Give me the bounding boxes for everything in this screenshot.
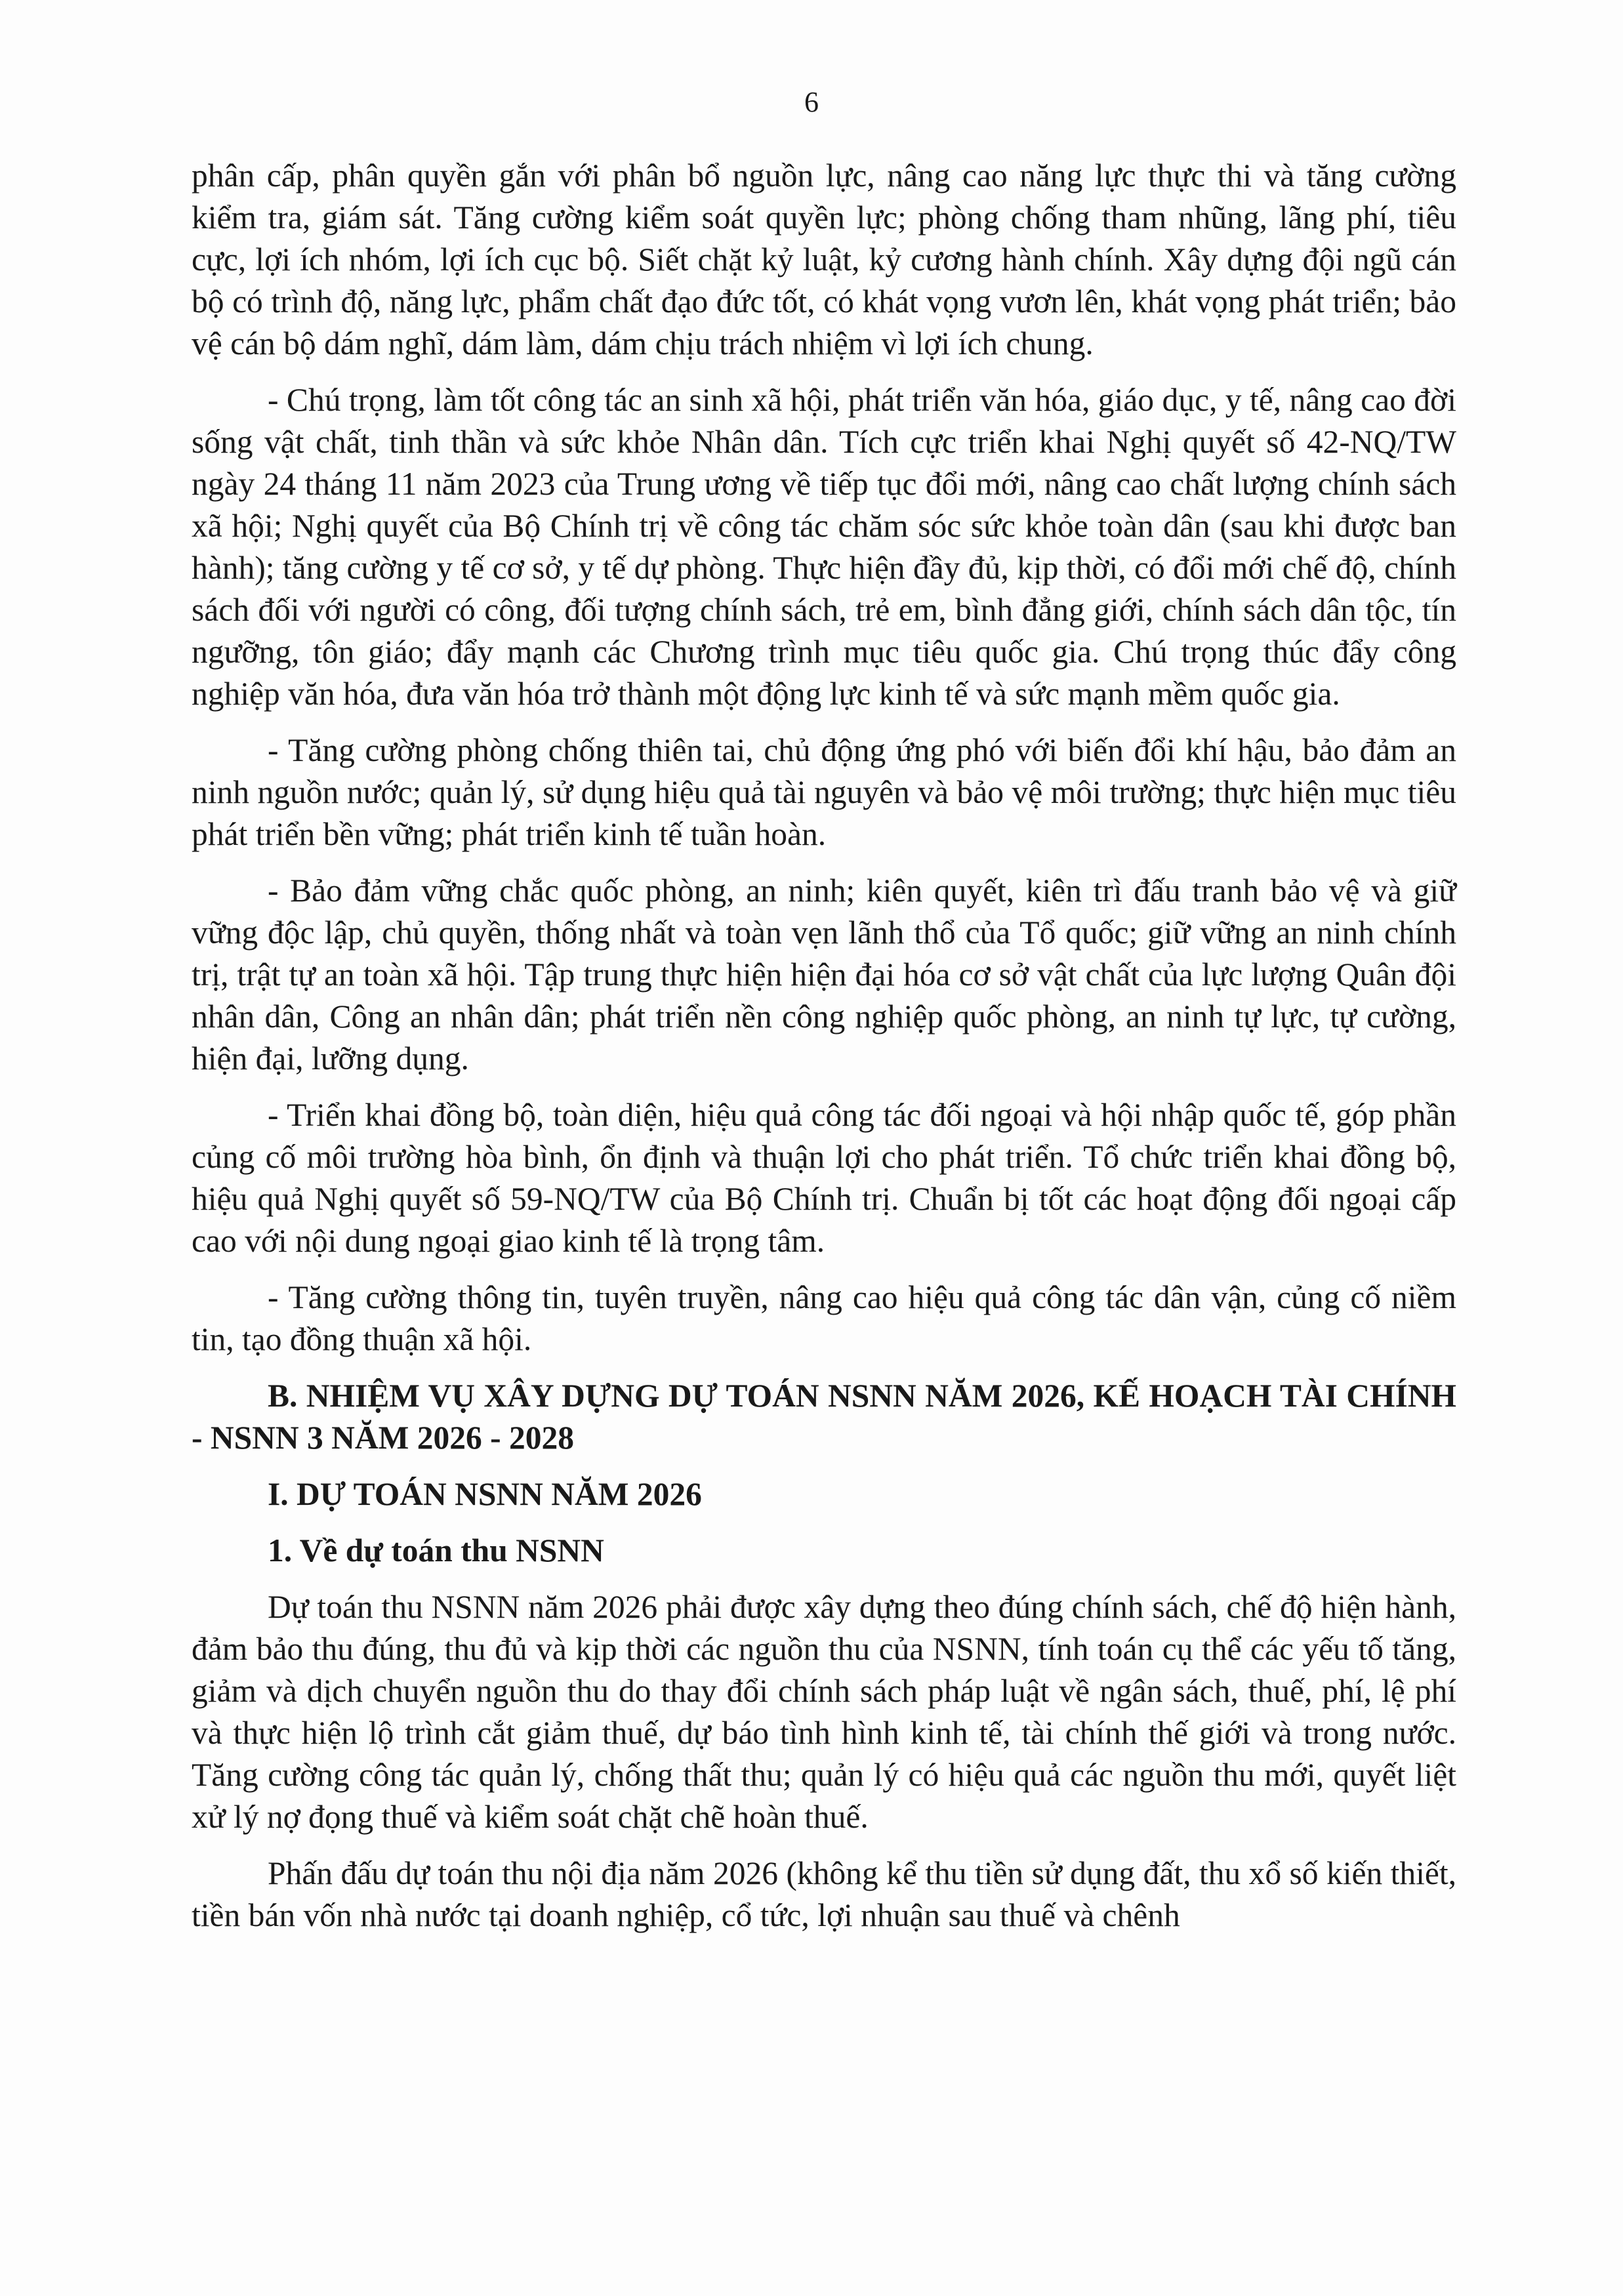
paragraph-disaster-prevention: - Tăng cường phòng chống thiên tai, chủ động ứng phó với biến đổi khí hậu, bảo đảm an ninh nguồn nước; quản lý, sử dụng hiệu quả tài nguyên và bảo vệ môi trường; thực hiện mục tiêu phát triển bền vững; phát triển kinh tế tuần hoàn. — [192, 732, 1456, 852]
paragraph-continuation: phân cấp, phân quyền gắn với phân bổ nguồn lực, nâng cao năng lực thực thi và tăng cường kiểm tra, giám sát. Tăng cường kiểm soát quyền lực; phòng chống tham nhũng, lãng phí, tiêu cực, lợi ích nhóm, lợi ích cục bộ. Siết chặt kỷ luật, kỷ cương hành chính. Xây dựng đội ngũ cán bộ có trình độ, năng lực, phẩm chất đạo đức tốt, có khát vọng vươn lên, khát vọng phát triển; bảo vệ cán bộ dám nghĩ, dám làm, dám chịu trách nhiệm vì lợi ích chung. — [192, 157, 1456, 361]
paragraph-defense-security: - Bảo đảm vững chắc quốc phòng, an ninh; kiên quyết, kiên trì đấu tranh bảo vệ và giữ vững độc lập, chủ quyền, thống nhất và toàn vẹn lãnh thổ của Tổ quốc; giữ vững an ninh chính trị, trật tự an toàn xã hội. Tập trung thực hiện hiện đại hóa cơ sở vật chất của lực lượng Quân đội nhân dân, Công an nhân dân; phát triển nền công nghiệp quốc phòng, an ninh tự lực, tự cường, hiện đại, lưỡng dụng. — [192, 872, 1456, 1076]
paragraph-social-welfare: - Chú trọng, làm tốt công tác an sinh xã hội, phát triển văn hóa, giáo dục, y tế, nâng cao đời sống vật chất, tinh thần và sức khỏe Nhân dân. Tích cực triển khai Nghị quyết số 42-NQ/TW ngày 24 tháng 11 năm 2023 của Trung ương về tiếp tục đổi mới, nâng cao chất lượng chính sách xã hội; Nghị quyết của Bộ Chính trị về công tác chăm sóc sức khỏe toàn dân (sau khi được ban hành); tăng cường y tế cơ sở, y tế dự phòng. Thực hiện đầy đủ, kịp thời, có đổi mới chế độ, chính sách đối với người có công, đối tượng chính sách, trẻ em, bình đẳng giới, chính sách dân tộc, tín ngưỡng, tôn giáo; đẩy mạnh các Chương trình mục tiêu quốc gia. Chú trọng thúc đẩy công nghiệp văn hóa, đưa văn hóa trở thành một động lực kinh tế và sức mạnh mềm quốc gia. — [192, 382, 1456, 712]
document-body — [192, 155, 1456, 1951]
section-heading-i: I. DỰ TOÁN NSNN NĂM 2026 — [268, 1476, 702, 1512]
paragraph-information-propaganda: - Tăng cường thông tin, tuyên truyền, nâng cao hiệu quả công tác dân vận, củng cố niềm tin, tạo đồng thuận xã hội. — [192, 1279, 1456, 1357]
paragraph-foreign-affairs: - Triển khai đồng bộ, toàn diện, hiệu quả công tác đối ngoại và hội nhập quốc tế, góp phần củng cố môi trường hòa bình, ổn định và thuận lợi cho phát triển. Tổ chức triển khai đồng bộ, hiệu quả Nghị quyết số 59-NQ/TW của Bộ Chính trị. Chuẩn bị tốt các hoạt động đối ngoại cấp cao với nội dung ngoại giao kinh tế là trọng tâm. — [192, 1097, 1456, 1259]
section-heading-1: 1. Về dự toán thu NSNN — [268, 1532, 604, 1568]
paragraph-revenue-estimate: Dự toán thu NSNN năm 2026 phải được xây dựng theo đúng chính sách, chế độ hiện hành, đảm bảo thu đúng, thu đủ và kịp thời các nguồn thu của NSNN, tính toán cụ thể các yếu tố tăng, giảm và dịch chuyển nguồn thu do thay đổi chính sách pháp luật về ngân sách, thuế, phí, lệ phí và thực hiện lộ trình cắt giảm thuế, dự báo tình hình kinh tế, tài chính thế giới và trong nước. Tăng cường công tác quản lý, chống thất thu; quản lý có hiệu quả các nguồn thu mới, quyết liệt xử lý nợ đọng thuế và kiểm soát chặt chẽ hoàn thuế. — [192, 1589, 1456, 1835]
section-heading-b: B. NHIỆM VỤ XÂY DỰNG DỰ TOÁN NSNN NĂM 2026, KẾ HOẠCH TÀI CHÍNH - NSNN 3 NĂM 2026 - 2028 — [192, 1378, 1456, 1456]
page-number: 6 — [804, 86, 819, 118]
paragraph-domestic-revenue: Phấn đấu dự toán thu nội địa năm 2026 (không kể thu tiền sử dụng đất, thu xổ số kiến thiết, tiền bán vốn nhà nước tại doanh nghiệp, cổ tức, lợi nhuận sau thuế và chênh — [192, 1855, 1456, 1933]
